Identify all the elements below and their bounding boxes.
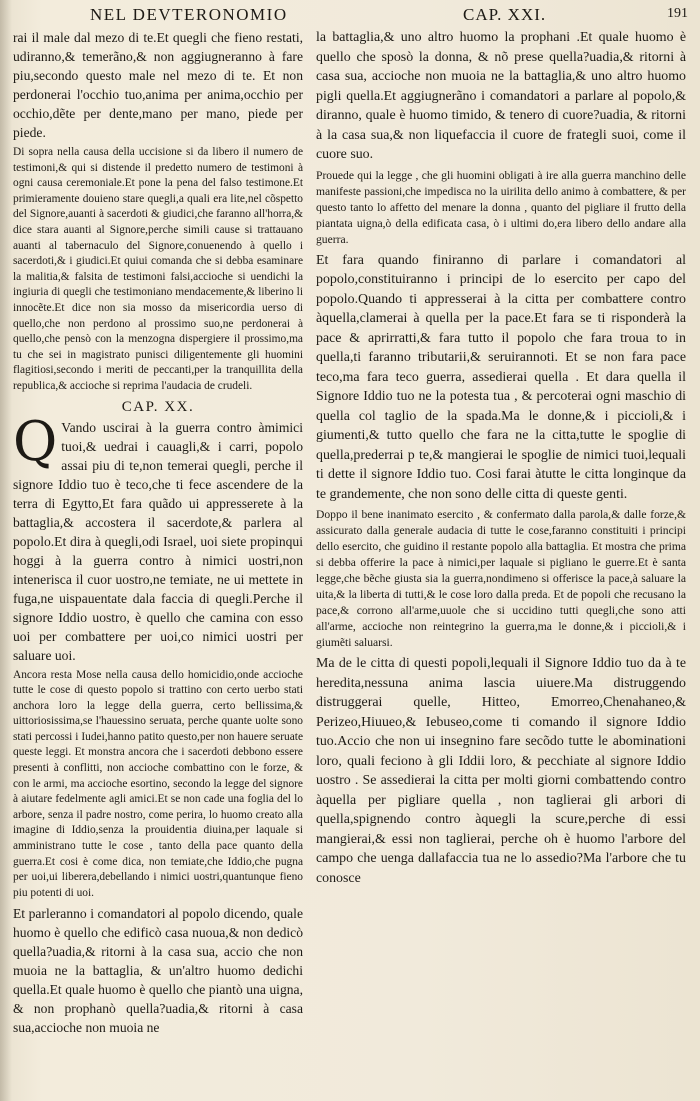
- commentary-text: Doppo il bene inanimato esercito , & confermato dalla parola,& dalle forze,& assicurato dalla generale audacia di tutte le cose,faranno constituiti i principi dello esercito, che guidino il restante popolo alla battaglia. Et mostra che prima si debba offerire la pace à nimici,per laquale si pigliano le guerre.Et è santa legge,che bẽche giusta sia la guerra,nondimeno si offerisce la pace,à saluare la uita,& la liberta di tutti,& le cose loro dalla preda. Et de popoli che recusano la pace,& corrono all'arme,uuole che si uccidino tutti quegli,che sono atti all'arme, accioche non reintegrino la guerra,ma le donne,& i piccioli,& i giumẽti saluarsi.: [316, 508, 686, 649]
- chapter-opening-paragraph: [13, 409, 303, 665]
- commentary-text: Di sopra nella causa della uccisione si da libero il numero de testimoni,& qui si distende il predetto numero de testimoni à ogni causa ceremoniale.Et pone la pena del falso testimone.Et primieramente douieno stare quegli,a quali era lite,nel cõspetto del Signore,auanti à sacerdoti & giudici,che faranno all'horra,& dice stara auanti al Signore,perche simili cause si trattauano auanti al tabernaculo del Signore,conuenendo à quello i sacerdoti,& i giudici.Et quiui comanda che si debba esaminare la malitia,& falsita de testimoni falsi,accioche si uendichi la ingiuria di quegli che testimoniano mendacemente,& liberino li innocẽte.Et dice non sia mosso da misericordia uerso di quello,che non perdono al prossimo suo,ne perdonerai à quello,che pensò con la menzogna dispergiere il prossimo,ma tu che sei in magistrato punisci diligentemente gli huomini flagitiosi,secondo i meriti de peccanti,per la tranquillita della republica,& accioche si reprima l'audacia de crudeli.: [13, 146, 303, 392]
- chapter-heading: CAP. XX.: [121, 398, 195, 415]
- commentary-text: Prouede qui la legge , che gli huomini obligati à ire alla guerra manchino delle manifeste passioni,che impedisca no la uirilita dello animo à combattere, & per questo tanto lo affetto del menare la donna , quanto del pigliare il frutto della piantata uigna,ò della edificata casa, ò i ultimi do,era libero dello andare alla guerra.: [316, 168, 686, 246]
- gutter-shadow: [0, 0, 12, 1101]
- paragraph-text: rai il male dal mezo di te.Et quegli che fieno restati, udiranno,& temerãno,& non aggiugneranno à fare piu,secondo questo male nel mezo di te. Et non perdonerai l'occhio tuo,anima per anima,occhio per occhio,dẽte per dente,mano per mano, piede per piede.: [13, 30, 303, 140]
- drop-cap: Q: [13, 409, 58, 473]
- paragraph-text: Vando uscirai à la guerra contro àmimici tuoi,& uedrai i cauagli,& i carri, popolo assai piu di te,non temerai quegli, perche il signore Iddio tuo è teco,che ti fece ascendere de la terra di Egytto,Et fara quãdo ui appresserete à la battaglia,& accostera il sacerdote,& parlera al popolo.Et dira à quegli,odi Israel, uoi siete propinqui hoggi à la guerra contro à nimici uostri,non intenerisca il cuor uostro,ne temiate, ne ui mettete in fuga,ne uispauentate dala faccia di quegli.Perche il signore Iddio uostro, è quello che camina con esso uoi per combattere per uoi,co nimici uostri per saluare uoi.: [13, 419, 303, 663]
- paragraph-text: Ma de le citta di questi popoli,lequali il Signore Iddio tuo da à te heredita,nessuna anima lascia uiuere.Ma distruggendo distruggerai quelle, Hitteo, Emorreo,Chenahaneo,& Perizeo,Hiuueo,& Iebuseo,come ti comando il signore Iddio tuo.Accio che non ui insegnino fare secõdo tutte le abominationi loro, quali feciono à gli Iddii loro, & pecchiate al signore Iddio uostro . Se assedierai la citta per molti giorni combattendo contro àquella per pigliare quella , non taglierai gli arbori di quella,spignendo contro àquegli la scure,perche di essi mangierai,& essi non taglierai, perche oh è huomo l'arbore del campo che uenga dallafaccia tua ne lo assedio?Ma l'arbore che tu conosce: [316, 656, 686, 886]
- running-head-title: NEL DEVTERONOMIO: [90, 5, 288, 24]
- paragraph-text: la battaglia,& uno altro huomo la prophani .Et quale huomo è quello che sposò la donna, & nõ prese quella?uadia,& ritorni à casa sua, accioche non muoia ne la battaglia,& uno altro huomo pigli quella.Et aggiugnerãno i comandatori a parlare al popolo,& diranno, quale è huomo timido, & tenero di cuore?uadia, & ritorni à la casa sua,& non liquefaccia il cuore de frategli suoi, come il cuore suo.: [316, 30, 686, 162]
- paragraph-text: Et parleranno i comandatori al popolo dicendo, quale huomo è quello che edificò casa nuoua,& non dedicò quella?uadia,& ritorni à la casa sua, accio che non muoia ne la battaglia, & un'altro huomo dedichi quella.Et quale huomo è quello che piantò una uigna, & non prophanò quella?uadia,& ritorni à casa sua,accioche non muoia ne: [13, 906, 303, 1036]
- running-head: [0, 2, 700, 28]
- page-number: 191: [667, 6, 688, 21]
- commentary-text: Ancora resta Mose nella causa dello homicidio,onde accioche tutte le cose di questo popolo si trattino con certo uerbo stati anchora loro la legge della guerra, certo bellissima,& uittoriosissima,se l'hauessino seruata, perche quante uolte sono stati percossi i Iudei,hanno patito questo,per non hauere seruate queste leggi. Et monstra ancora che i sacerdoti debbono essere presenti à conflitti, non accioche combattino con le forze, & con le armi, ma accioche esortino, secondo la legge del signore à aiutare fedelmente agli amici.Et se non cade una foglia del lo arbore, senza il padre nostro, come perira, lo huomo creato alla imagine di Iddio,senza la prouidentia diuina,per laquale si amministrano tutte le cose , tanto della pace quanto della guerra.Et cosi è come dica, non temiate,che Iddio,che pugna per uoi,ui liberera,debellando i nimici uostri,quantunque fieno piu potenti di uoi.: [13, 668, 303, 899]
- paragraph-text: Et fara quando finiranno di parlare i comandatori al popolo,constituiranno i principi de lo esercito per capo del popolo.Quando ti appresserai à la citta per combattere contro àquella,clamerai à quella per la pace.Et fara se ti risponderà la pace & aprirratti,& fara tutto il popolo che fara troua to in quella,ti faranno tributarii,& seruirannoti. Et se non fara pace teco,ma fara teco guerra, assedierai quella . Et dara quella il Signore Iddio tuo ne la potesta tua , & percoterai ogni maschio di quella col taglio de la spada.Ma le donne,& i piccioli,& i giumenti,& tutto quello che fara ne la citta,tutte le spoglie di quella,prederrai p te,& mangierai le spoglie de nimici tuoi,lequali ti dette il signore Iddio tuo. Cosi farai àtutte le citta longinque da te grandemente, che non sono delle citta di queste genti.: [316, 252, 686, 502]
- running-head-chapter: CAP. XXI.: [463, 5, 547, 24]
- left-column: [13, 28, 303, 1088]
- right-column: [316, 28, 686, 1088]
